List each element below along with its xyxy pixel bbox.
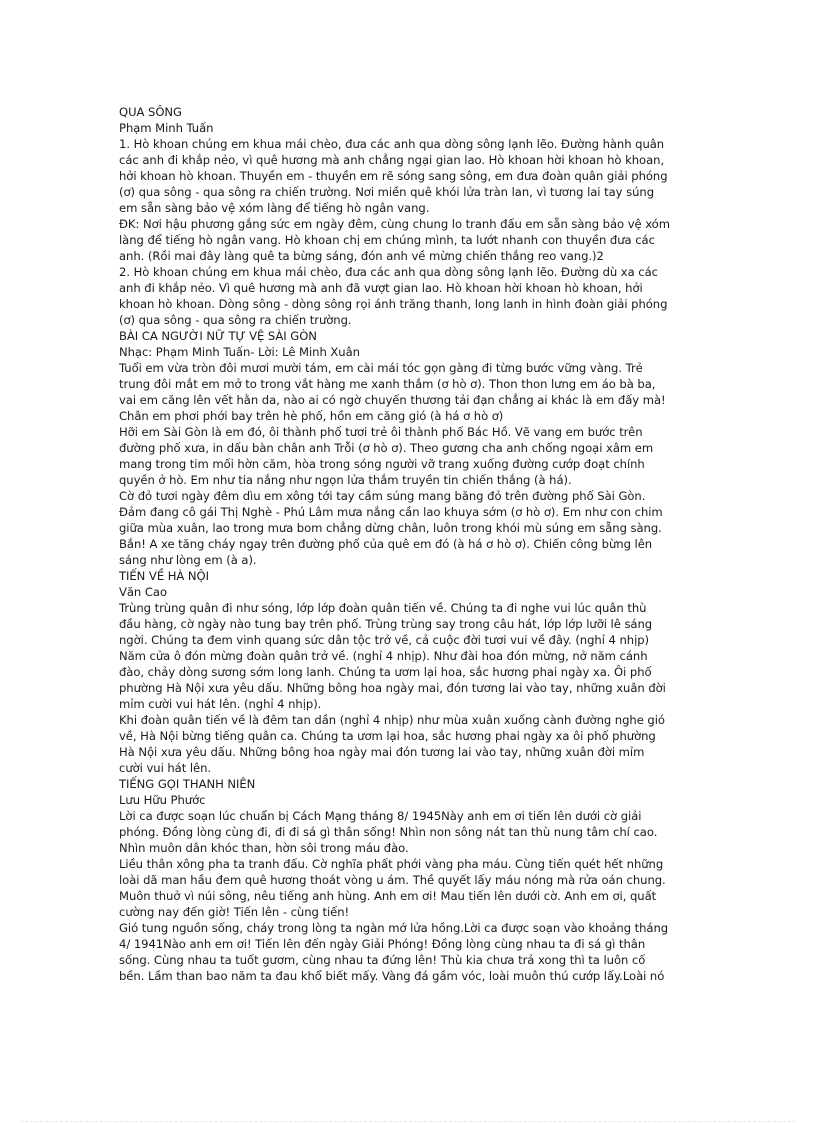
song-title: TIẾNG GỌI THANH NIÊN: [119, 777, 256, 791]
text-line: 2. Hò khoan chúng em khua mái chèo, đưa các anh qua dòng sông lạnh lẽo. Đường dù xa các: [119, 265, 659, 279]
text-line: phóng. Đồng lòng cùng đi, đi đi sá gì thân sống! Nhìn non sông nát tan thù nung tâm chí cao.: [119, 825, 658, 839]
text-line: sáng như lòng em (à a).: [119, 553, 257, 567]
text-line: khoan hò khoan. Dòng sông - dòng sông rọi ánh trăng thanh, long lanh in hình đoàn giải phóng: [119, 297, 668, 311]
text-line: Hà Nội xưa yêu dấu. Những bông hoa ngày mai đón tương lai vào tay, những xuân đời mỉm: [119, 745, 645, 759]
text-line: Năm cửa ô đón mừng đoàn quân trở về. (nghỉ 4 nhịp). Như đài hoa đón mừng, nở năm cánh: [119, 649, 648, 663]
text-line: (ơ) qua sông - qua sông ra chiến trường. Nơi miền quê khói lửa tràn lan, vì tương lai tay súng: [119, 185, 655, 199]
text-line: ngời. Chúng ta đem vinh quang sức dân tộc trở về, cả cuộc đời tươi vui về đây. (nghỉ 4 nhịp): [119, 633, 650, 647]
song-author: Lưu Hữu Phước: [119, 793, 206, 807]
text-line: Đảm đang cô gái Thị Nghè - Phú Lâm mưa nắng cần lao khuya sớm (ơ hò ơ). Em như con chim: [119, 505, 663, 519]
text-line: sống. Cùng nhau ta tuốt gươm, cùng nhau ta đứng lên! Thù kia chưa trả xong thì ta luôn cố: [119, 953, 646, 967]
text-line: cười vui hát lên.: [119, 761, 212, 775]
text-line: cường nay đến giờ! Tiến lên - cùng tiến!: [119, 905, 350, 919]
text-line: trung đôi mắt em mở to trong vắt hàng me xanh thắm (ơ hò ơ). Thon thon lưng em áo bà ba,: [119, 377, 656, 391]
text-line: mỉm cười vui hát lên. (nghỉ 4 nhịp).: [119, 697, 322, 711]
text-line: Trùng trùng quân đi như sóng, lớp lớp đoàn quân tiến về. Chúng ta đi nghe vui lúc quân thù: [119, 601, 647, 615]
document-body: [119, 104, 699, 984]
text-line: mang trong tim mối hờn căm, hòa trong sóng người vỡ trang xuống đường cướp đoạt chính: [119, 457, 645, 471]
text-line: hởi khoan hò khoan. Thuyền em - thuyền em rẽ sóng sang sông, em đưa đoàn quân giải phóng: [119, 169, 668, 183]
text-line: ĐK: Nơi hậu phương gắng sức em ngày đêm, cùng chung lo tranh đấu em sẵn sàng bảo vệ xóm: [119, 217, 670, 231]
text-line: đào, chảy dòng sương sớm long lanh. Chúng ta ươm lại hoa, sắc hương phai ngày xa. Ôi phố: [119, 665, 652, 679]
text-line: quyền ở hò. Em như tia nắng như ngọn lửa thắm truyền tin chiến thắng (à há).: [119, 473, 572, 487]
text-line: đường phố xưa, in dấu bàn chân anh Trỗi (ơ hò ơ). Theo gương cha anh chống ngoại xâm em: [119, 441, 654, 455]
song-author: Nhạc: Phạm Minh Tuấn- Lời: Lê Minh Xuân: [119, 345, 360, 359]
text-line: về, Hà Nội bừng tiếng quân ca. Chúng ta ươm lại hoa, sắc hương phai ngày xa ôi phố phường: [119, 729, 656, 743]
text-line: giữa mùa xuân, lao trong mưa bom chẳng dừng chân, luôn trong khói mù súng em sẵng sàng.: [119, 521, 662, 535]
text-line: Khi đoàn quân tiến về là đêm tan dần (nghỉ 4 nhịp) như mùa xuân xuống cành đường nghe gió: [119, 713, 665, 727]
song-author: Phạm Minh Tuấn: [119, 121, 214, 135]
text-line: 4/ 1941Nào anh em ơi! Tiến lên đến ngày Giải Phóng! Đồng lòng cùng nhau ta đi sá gì thân: [119, 937, 646, 951]
text-line: em sẵn sàng bảo vệ xóm làng để tiếng hò ngân vang.: [119, 201, 430, 215]
text-line: bền. Lầm than bao năm ta đau khổ biết mấy. Vàng đá gầm vóc, loài muôn thú cướp lấy.Loài nó: [119, 969, 665, 983]
song-title: BÀI CA NGƯỜI NỮ TỰ VỆ SÀI GÒN: [119, 329, 317, 343]
song-title: TIẾN VỀ HÀ NỘI: [119, 569, 209, 583]
song-author: Văn Cao: [119, 585, 168, 599]
text-line: Chân em phơi phới bay trên hè phố, hồn em căng gió (à há ơ hò ơ): [119, 409, 504, 423]
text-line: Cờ đỏ tươi ngày đêm dìu em xông tới tay cầm súng mang băng đỏ trên đường phố Sài Gòn.: [119, 489, 646, 503]
text-line: Nhìn muôn dân khóc than, hờn sôi trong máu đào.: [119, 841, 409, 855]
text-line: Bắn! A xe tăng cháy ngay trên đường phố của quê em đó (à há ơ hò ơ). Chiến công bừng lên: [119, 537, 653, 551]
text-line: Lời ca được soạn lúc chuẩn bị Cách Mạng tháng 8/ 1945Này anh em ơi tiến lên dưới cờ giải: [119, 809, 642, 823]
text-line: anh đi khắp nẻo. Vì quê hương mà anh đã vượt gian lao. Hò khoan hời khoan hò khoan, hởi: [119, 281, 643, 295]
text-line: Tuổi em vừa tròn đôi mươi mười tám, em cài mái tóc gọn gàng đi từng bước vững vàng. Trẻ: [119, 361, 643, 375]
text-line: các anh đi khắp nẻo, vì quê hương mà anh chẳng ngại gian lao. Hò khoan hời khoan hò khoan,: [119, 153, 665, 167]
text-line: anh. (Rồi mai đây làng quê ta bừng sáng, đón anh về mừng chiến thắng reo vang.)2: [119, 249, 604, 263]
text-line: Gió tung nguồn sống, cháy trong lòng ta ngàn mớ lửa hồng.Lời ca được soạn vào khoảng tháng: [119, 921, 669, 935]
text-line: Liều thân xông pha ta tranh đấu. Cờ nghĩa phất phới vàng pha máu. Cùng tiến quét hết những: [119, 857, 664, 871]
song-title: QUA SÔNG: [119, 105, 182, 119]
text-line: 1. Hò khoan chúng em khua mái chèo, đưa các anh qua dòng sông lạnh lẽo. Đường hành quân: [119, 137, 665, 151]
text-line: đầu hàng, cờ ngày nào tung bay trên phố. Trùng trùng say trong câu hát, lớp lớp lưỡi lê sáng: [119, 617, 653, 631]
text-line: làng để tiếng hò ngân vang. Hò khoan chị em chúng mình, ta lướt nhanh con thuyền đưa các: [119, 233, 655, 247]
text-line: phường Hà Nội xưa yêu dấu. Những bông hoa ngày mai, đón tương lai vào tay, những xuân đời: [119, 681, 666, 695]
page-bottom-divider: [20, 1121, 796, 1122]
text-line: vai em căng lên vết hằn da, nào ai có ngờ chuyến thương tải đạn chẳng ai khác là em đấy mà!: [119, 393, 666, 407]
text-line: Muôn thuở vì núi sông, nêu tiếng anh hùng. Anh em ơi! Mau tiến lên dưới cờ. Anh em ơi, quất: [119, 889, 657, 903]
text-line: Hỡi em Sài Gòn là em đó, ôi thành phố tươi trẻ ôi thành phố Bác Hồ. Vẽ vang em bước trên: [119, 425, 643, 439]
text-line: (ơ) qua sông - qua sông ra chiến trường.: [119, 313, 352, 327]
text-line: loài dã man hầu đem quê hương thoát vòng u ám. Thề quyết lấy máu nóng mà rửa oán chung.: [119, 873, 666, 887]
